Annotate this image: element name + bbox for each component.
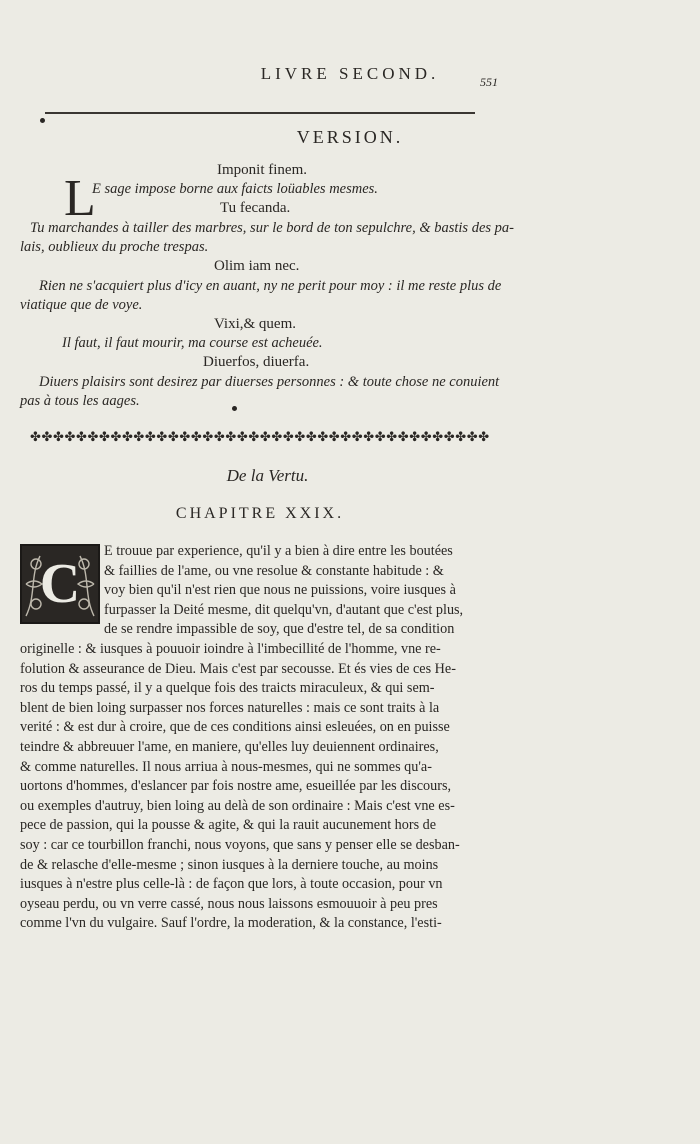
body-text-line: voy bien qu'il n'est rien que nous ne puissions, voire iusques à (104, 582, 456, 599)
body-text-line: iusques à n'estre plus celle-là : de façon que lors, à toute occasion, pour vn (20, 876, 443, 893)
french-translation-line: Diuers plaisirs sont desirez par diuerses personnes : & toute chose ne conuient (39, 374, 500, 390)
body-text-line: blent de bien loing surpasser nos forces naturelles : mais ce sont traits à la (20, 699, 440, 716)
verse-dot (232, 406, 237, 411)
running-head: LIVRE SECOND. (260, 64, 440, 83)
body-text-line: folution & asseurance de Dieu. Mais c'est par secousse. Et és vies de ces He- (20, 660, 456, 677)
french-translation-line: E sage impose borne aux faicts loüables mesmes. (92, 181, 378, 197)
body-text-line: furpasser la Deité mesme, dit quelqu'vn, d'autant que c'est plus, (104, 601, 464, 618)
french-translation-line: lais, oublieux du proche trespas. (20, 239, 209, 255)
body-text-line: de se rendre impassible de soy, que d'estre tel, de sa condition (104, 621, 455, 638)
latin-verse-line: Olim iam nec. (214, 258, 300, 274)
body-text-line: ros du temps passé, il y a quelque fois des traicts miraculeux, & qui sem- (20, 680, 435, 697)
body-text-line: verité : & est dur à croire, que de ces conditions ainsi esleuées, on en puisse (20, 719, 450, 736)
body-text-line: uortons d'hommes, d'eslancer par fois nostre ame, esueillée par les discours, (20, 778, 452, 795)
french-translation-line: viatique que de voye. (20, 297, 143, 313)
body-text-line: & comme naturelles. Il nous arriua à nous-mesmes, qui ne sommes qu'a- (20, 758, 432, 775)
margin-dot (40, 118, 45, 123)
latin-verse-line: Diuerfos, diuerfa. (203, 354, 310, 370)
body-text-line: ou exemples d'autruy, bien loing au delà de son ordinaire : Mais c'est vne es- (20, 797, 455, 814)
chapter-heading: CHAPITRE XXIX. (175, 505, 345, 522)
french-translation-line: Tu marchandes à tailler des marbres, sur le bord de ton sepulchre, & bastis des pa- (30, 220, 514, 236)
body-text-line: soy : car ce tourbillon franchi, nous voyons, que sans y penser elle se desban- (20, 836, 460, 853)
latin-verse-line: Tu fecanda. (220, 200, 291, 216)
body-text-line: originelle : & iusques à pouuoir ioindre à l'imbecillité de l'homme, vne re- (20, 640, 441, 657)
body-text-line: E trouue par experience, qu'il y a bien à dire entre les boutées (104, 543, 453, 559)
body-text-line: oyseau perdu, ou vn verre cassé, nous nous laissons esmouuoir à peu pres (20, 895, 438, 912)
chapter-body (20, 542, 502, 934)
chapter-subtitle: De la Vertu. (226, 466, 309, 485)
latin-verse-line: Imponit finem. (217, 162, 307, 178)
page-number: 551 (480, 75, 498, 89)
section-title: VERSION. (296, 127, 404, 147)
body-text-line: de & relasche d'elle-mesme ; sinon iusques à la derniere touche, au moins (20, 856, 439, 873)
french-translation-line: pas à tous les aages. (20, 393, 140, 409)
body-text-line: comme l'vn du vulgaire. Sauf l'ordre, la moderation, & la constance, l'esti- (20, 915, 442, 932)
body-text-line: pece de passion, qui la pousse & agite, & qui la rauit aucunement hors de (20, 817, 437, 834)
body-text-line: & faillies de l'ame, ou vne resolue & constante habitude : & (104, 562, 444, 579)
french-translation-line: Rien ne s'acquiert plus d'icy en auant, ny ne perit pour moy : il me reste plus de (39, 278, 502, 294)
french-translation-line: Il faut, il faut mourir, ma course est acheuée. (62, 335, 323, 351)
header-rule (45, 112, 475, 114)
ornate-initial-letter: C (39, 553, 81, 615)
body-text-line: teindre & abbreuuer l'ame, en maniere, qu'elles luy deuiennent ordinaires, (20, 738, 439, 755)
latin-verse-line: Vixi,& quem. (214, 316, 297, 332)
ornamental-band: ✤✤✤✤✤✤✤✤✤✤✤✤✤✤✤✤✤✤✤✤✤✤✤✤✤✤✤✤✤✤✤✤✤✤✤✤✤✤✤✤ (30, 430, 490, 445)
drop-initial: L (64, 170, 96, 227)
